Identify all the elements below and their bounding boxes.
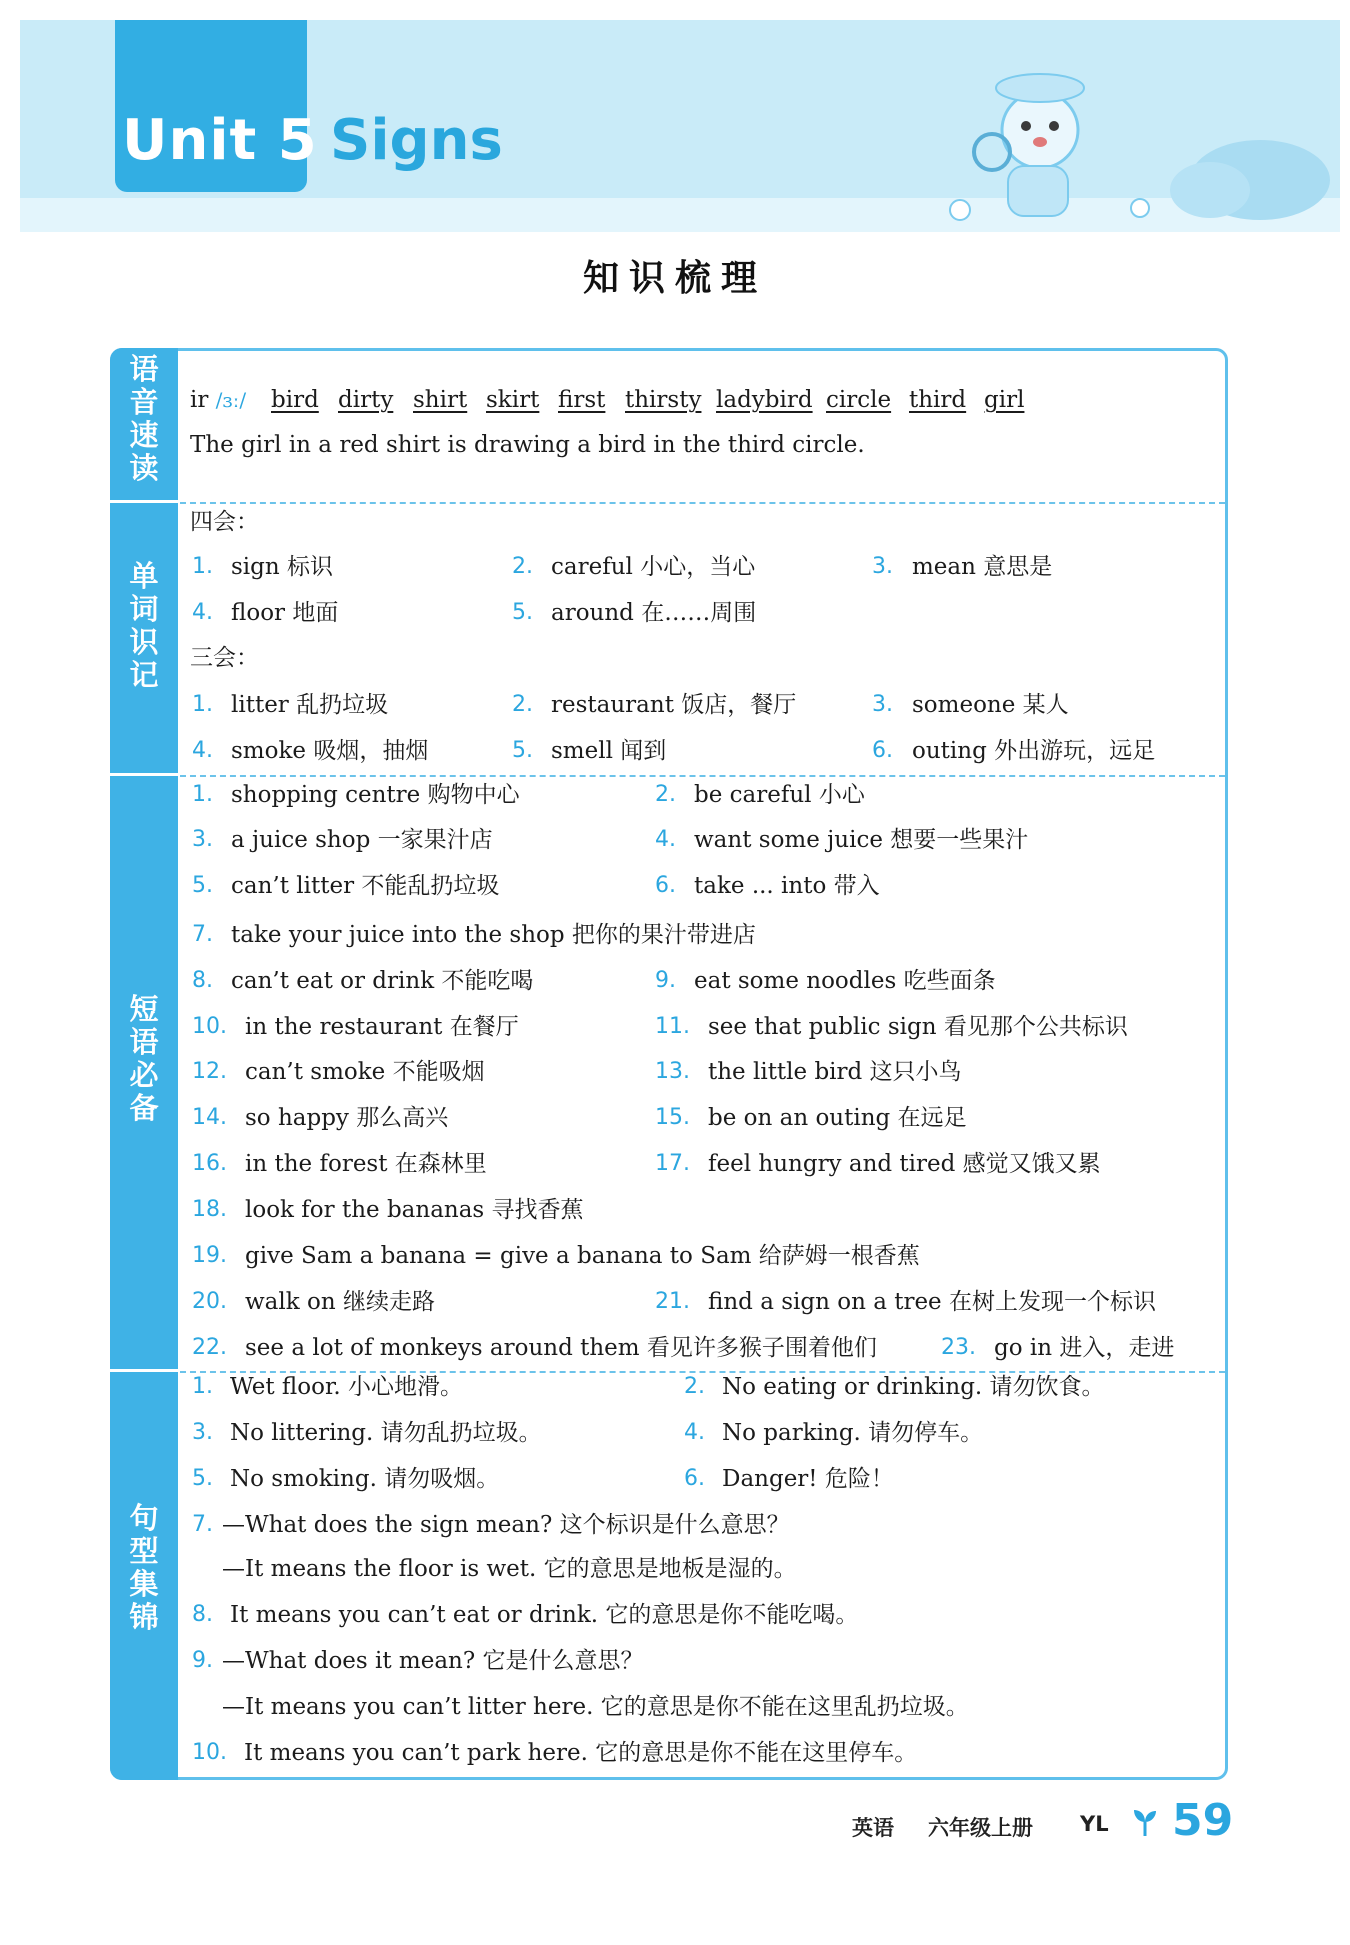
word-item: smell 闻到 [551,738,667,764]
phrase-item: be on an outing 在远足 [708,1105,967,1131]
phrase-number: 22. [192,1335,227,1360]
phrase-item: eat some noodles 吃些面条 [694,968,996,994]
phrase-item: go in 进入，走进 [994,1335,1175,1361]
word-item: restaurant 饭店，餐厅 [551,692,797,718]
phrase-number: 13. [655,1059,690,1084]
cartoon-bear-illustration [930,40,1330,230]
phonics-pattern: ir [190,387,209,413]
sentence-item: —What does it mean? 它是什么意思？ [222,1648,644,1674]
phrase-item: give Sam a banana = give a banana to Sam 给萨姆一根香蕉 [245,1243,920,1269]
sentence-item: —What does the sign mean? 这个标识是什么意思？ [222,1512,790,1538]
side-label-sentences [110,1502,178,1634]
side-label-phrases [110,993,178,1125]
side-label-phonics [110,353,178,485]
side-label-phrases-text: 短语必备 [129,992,159,1125]
phonics-word: thirsty [625,387,702,413]
phrase-number: 21. [655,1289,690,1314]
word-item: smoke 吸烟，抽烟 [231,738,429,764]
sentence-item: Wet floor. 小心地滑。 [230,1374,464,1400]
sentence-item: —It means the floor is wet. 它的意思是地板是湿的。 [222,1556,797,1582]
unit-title: Signs [330,108,503,173]
footer-grade: 六年级上册 [928,1816,1033,1840]
sentence-item: It means you can’t park here. 它的意思是你不能在这里停车。 [244,1740,918,1766]
phrase-item: can’t eat or drink 不能吃喝 [231,968,534,994]
sentence-item: It means you can’t eat or drink. 它的意思是你不能吃喝。 [230,1602,859,1628]
phrase-number: 20. [192,1289,227,1314]
phrase-number: 12. [192,1059,227,1084]
sentence-number: 9. [192,1648,213,1673]
phrase-number: 23. [941,1335,976,1360]
phonics-word: bird [271,387,319,413]
phrase-item: can’t litter 不能乱扔垃圾 [231,873,500,899]
phrase-number: 11. [655,1014,690,1039]
phrase-item: walk on 继续走路 [245,1289,435,1315]
sentence-item: No smoking. 请勿吸烟。 [230,1466,500,1492]
phrase-number: 14. [192,1105,227,1130]
word-item: floor 地面 [231,600,339,626]
phrase-item: so happy 那么高兴 [245,1105,449,1131]
phrase-item: see a lot of monkeys around them 看见许多猴子围着他们 [245,1335,877,1361]
footer-subject: 英语 [852,1816,894,1840]
phrase-item: want some juice 想要一些果汁 [694,827,1029,853]
page-number: 59 [1172,1795,1234,1846]
phonics-word: circle [826,387,892,413]
word-number: 3. [872,692,893,717]
word-number: 1. [192,554,213,579]
phonics-line [190,385,246,415]
sentence-item: —It means you can’t litter here. 它的意思是你不能在这里乱扔垃圾。 [222,1694,969,1720]
phrase-number: 16. [192,1151,227,1176]
sentence-number: 5. [192,1466,213,1491]
phonics-word: skirt [486,387,540,413]
word-number: 6. [872,738,893,763]
sentence-item: Danger! 危险！ [722,1466,894,1492]
side-divider [110,500,178,503]
phrase-number: 15. [655,1105,690,1130]
phrase-item: can’t smoke 不能吸烟 [245,1059,485,1085]
phrase-number: 10. [192,1014,227,1039]
phonics-word: shirt [413,387,468,413]
phrase-item: shopping centre 购物中心 [231,782,520,808]
word-item: sign 标识 [231,554,334,580]
side-label-words [110,560,178,692]
word-number: 4. [192,738,213,763]
side-label-phonics-text: 语音速读 [129,352,159,485]
phrase-number: 17. [655,1151,690,1176]
footer-edition: YL [1080,1812,1109,1836]
word-item: someone 某人 [912,692,1069,718]
phrase-item: a juice shop 一家果汁店 [231,827,493,853]
word-number: 3. [872,554,893,579]
phrase-item: find a sign on a tree 在树上发现一个标识 [708,1289,1156,1315]
word-item: mean 意思是 [912,554,1053,580]
sentence-number: 8. [192,1602,213,1627]
sentence-number: 3. [192,1420,213,1445]
word-number: 1. [192,692,213,717]
phonics-word: ladybird [716,387,813,413]
phonics-phonetic: /ɜː/ [215,388,247,412]
phrase-number: 9. [655,968,676,993]
side-divider [110,1369,178,1372]
side-divider [110,773,178,776]
word-item: outing 外出游玩，远足 [912,738,1156,764]
phrase-item: be careful 小心 [694,782,865,808]
four-skill-label: 四会： [190,509,259,535]
phrase-item: the little bird 这只小鸟 [708,1059,962,1085]
phonics-word: first [558,387,606,413]
side-label-sentences-text: 句型集锦 [129,1501,159,1634]
sentence-number: 4. [684,1420,705,1445]
phrase-number: 7. [192,922,213,947]
word-number: 5. [512,738,533,763]
phrase-number: 1. [192,782,213,807]
sentence-number: 2. [684,1374,705,1399]
phonics-word: third [909,387,967,413]
word-item: careful 小心，当心 [551,554,756,580]
side-label-words-text: 单词识记 [129,559,159,692]
leaf-icon [1132,1808,1158,1838]
section-divider [180,775,1225,777]
sentence-number: 6. [684,1466,705,1491]
sentence-number: 1. [192,1374,213,1399]
phrase-item: take your juice into the shop 把你的果汁带进店 [231,922,756,948]
phrase-item: look for the bananas 寻找香蕉 [245,1197,584,1223]
phrase-number: 5. [192,873,213,898]
sentence-number: 7. [192,1512,213,1537]
word-item: litter 乱扔垃圾 [231,692,389,718]
phrase-item: feel hungry and tired 感觉又饿又累 [708,1151,1101,1177]
word-number: 4. [192,600,213,625]
sentence-item: No littering. 请勿乱扔垃圾。 [230,1420,542,1446]
sentence-item: No parking. 请勿停车。 [722,1420,984,1446]
phrase-item: in the forest 在森林里 [245,1151,487,1177]
phrase-number: 18. [192,1197,227,1222]
phonics-word: girl [984,387,1025,413]
section-title: 知识梳理 [582,258,767,299]
phrase-number: 6. [655,873,676,898]
phrase-item: in the restaurant 在餐厅 [245,1014,519,1040]
word-number: 2. [512,692,533,717]
phrase-number: 8. [192,968,213,993]
phonics-word: dirty [338,387,394,413]
three-skill-label: 三会： [190,645,259,671]
section-divider [180,502,1225,504]
phrase-number: 3. [192,827,213,852]
word-number: 2. [512,554,533,579]
phrase-item: see that public sign 看见那个公共标识 [708,1014,1128,1040]
phrase-item: take ... into 带入 [694,873,880,899]
phrase-number: 2. [655,782,676,807]
phonics-sentence: The girl in a red shirt is drawing a bird in the third circle. [190,432,865,458]
unit-label: Unit 5 [122,108,318,173]
sentence-number: 10. [192,1740,227,1765]
word-item: around 在……周围 [551,600,757,626]
word-number: 5. [512,600,533,625]
phrase-number: 4. [655,827,676,852]
phrase-number: 19. [192,1243,227,1268]
sentence-item: No eating or drinking. 请勿饮食。 [722,1374,1105,1400]
